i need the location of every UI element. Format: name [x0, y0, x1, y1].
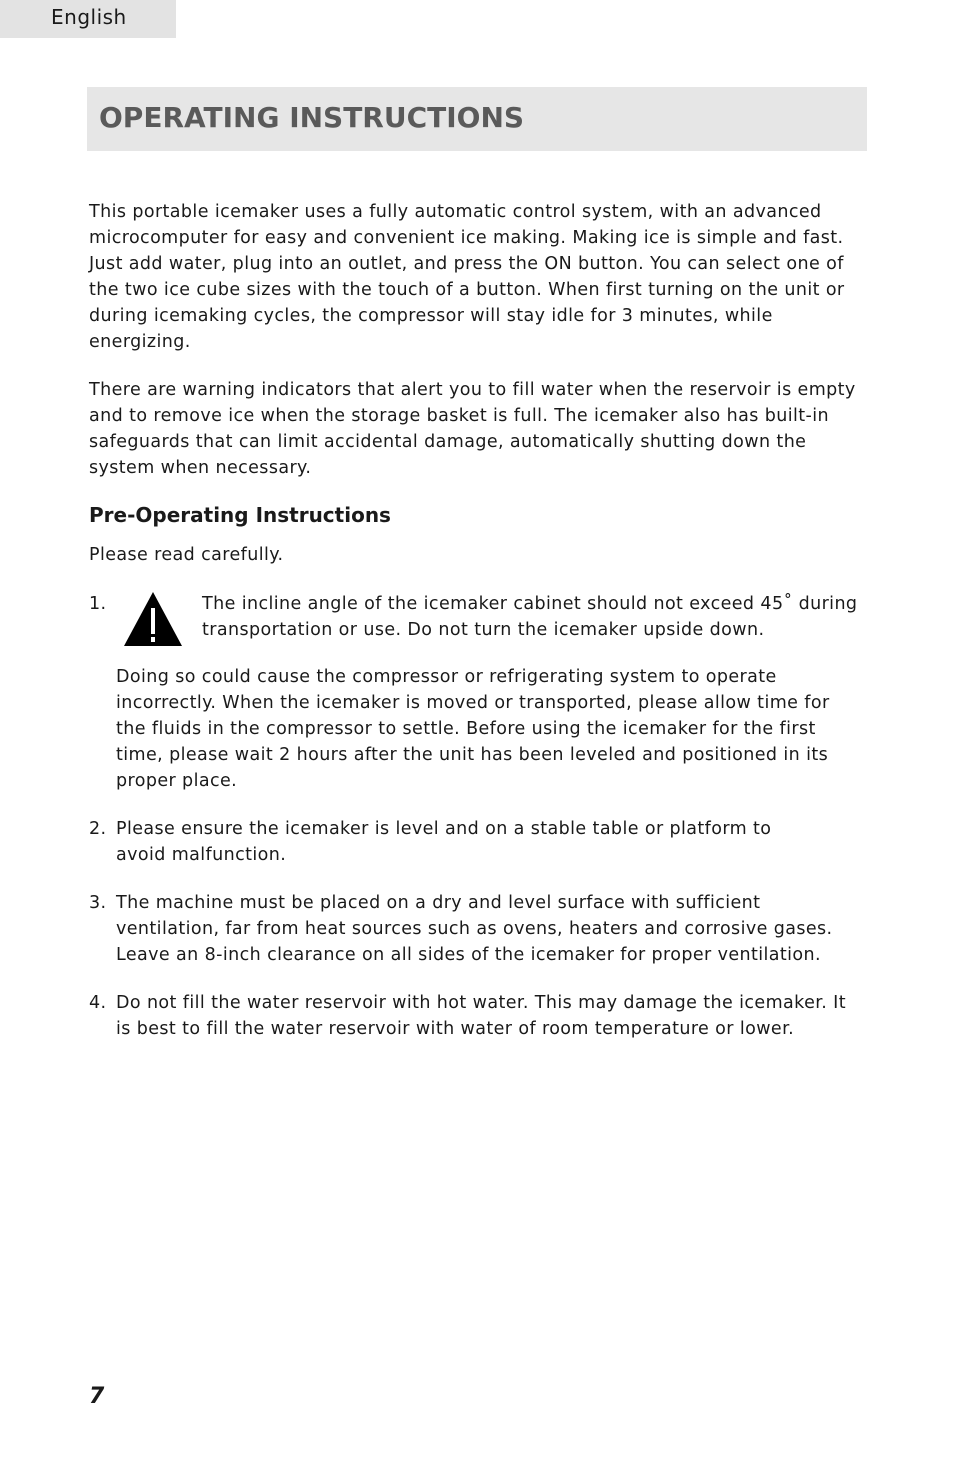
item-1-text: Doing so could cause the compressor or refrigerating system to operate incorrectly. When the icemaker is moved or transported, please allow time for the fluids in the compressor to settle. Before using the icemaker for the first time, please wait 2 hours after the unit has been leveled and positioned in its proper place. [116, 667, 830, 791]
item-3-number: 3. [89, 893, 107, 913]
title-bar [87, 87, 867, 151]
item-2-number: 2. [89, 819, 107, 839]
item-1-number: 1. [89, 594, 107, 614]
section-heading: Pre-Operating Instructions [89, 503, 391, 527]
warning-triangle-icon [122, 590, 184, 648]
item-4-number: 4. [89, 993, 107, 1013]
section-note: Please read carefully. [89, 545, 284, 565]
intro-paragraph-2: There are warning indicators that alert you to fill water when the reservoir is empty and to remove ice when the storage basket is full. The icemaker also has built-in safeguards that can limit accidental damage, automatically shutting down the system when necessary. [89, 380, 856, 478]
item-1-warning-text: The incline angle of the icemaker cabinet should not exceed 45˚ during transportation or use. Do not turn the icemaker upside down. [202, 594, 858, 640]
page-title: OPERATING INSTRUCTIONS [99, 101, 525, 134]
page-number: 7 [89, 1384, 105, 1409]
item-2-text: Please ensure the icemaker is level and on a stable table or platform to avoid malfunction. [116, 819, 772, 865]
item-4-text: Do not fill the water reservoir with hot water. This may damage the icemaker. It is best to fill the water reservoir with water of room temperature or lower. [116, 993, 846, 1039]
language-tab: English [0, 0, 176, 38]
item-3-text: The machine must be placed on a dry and level surface with sufficient ventilation, far from heat sources such as ovens, heaters and corrosive gases. Leave an 8-inch clearance on all sides of the icemaker for proper ventilation. [116, 893, 833, 965]
intro-paragraph-1: This portable icemaker uses a fully automatic control system, with an advanced microcomputer for easy and convenient ice making. Making ice is simple and fast. Just add water, plug into an outlet, and press the ON button. You can select one of the two ice cube sizes with the touch of a button. When first turning on the unit or during icemaking cycles, the compressor will stay idle for 3 minutes, while energizing. [89, 202, 845, 352]
